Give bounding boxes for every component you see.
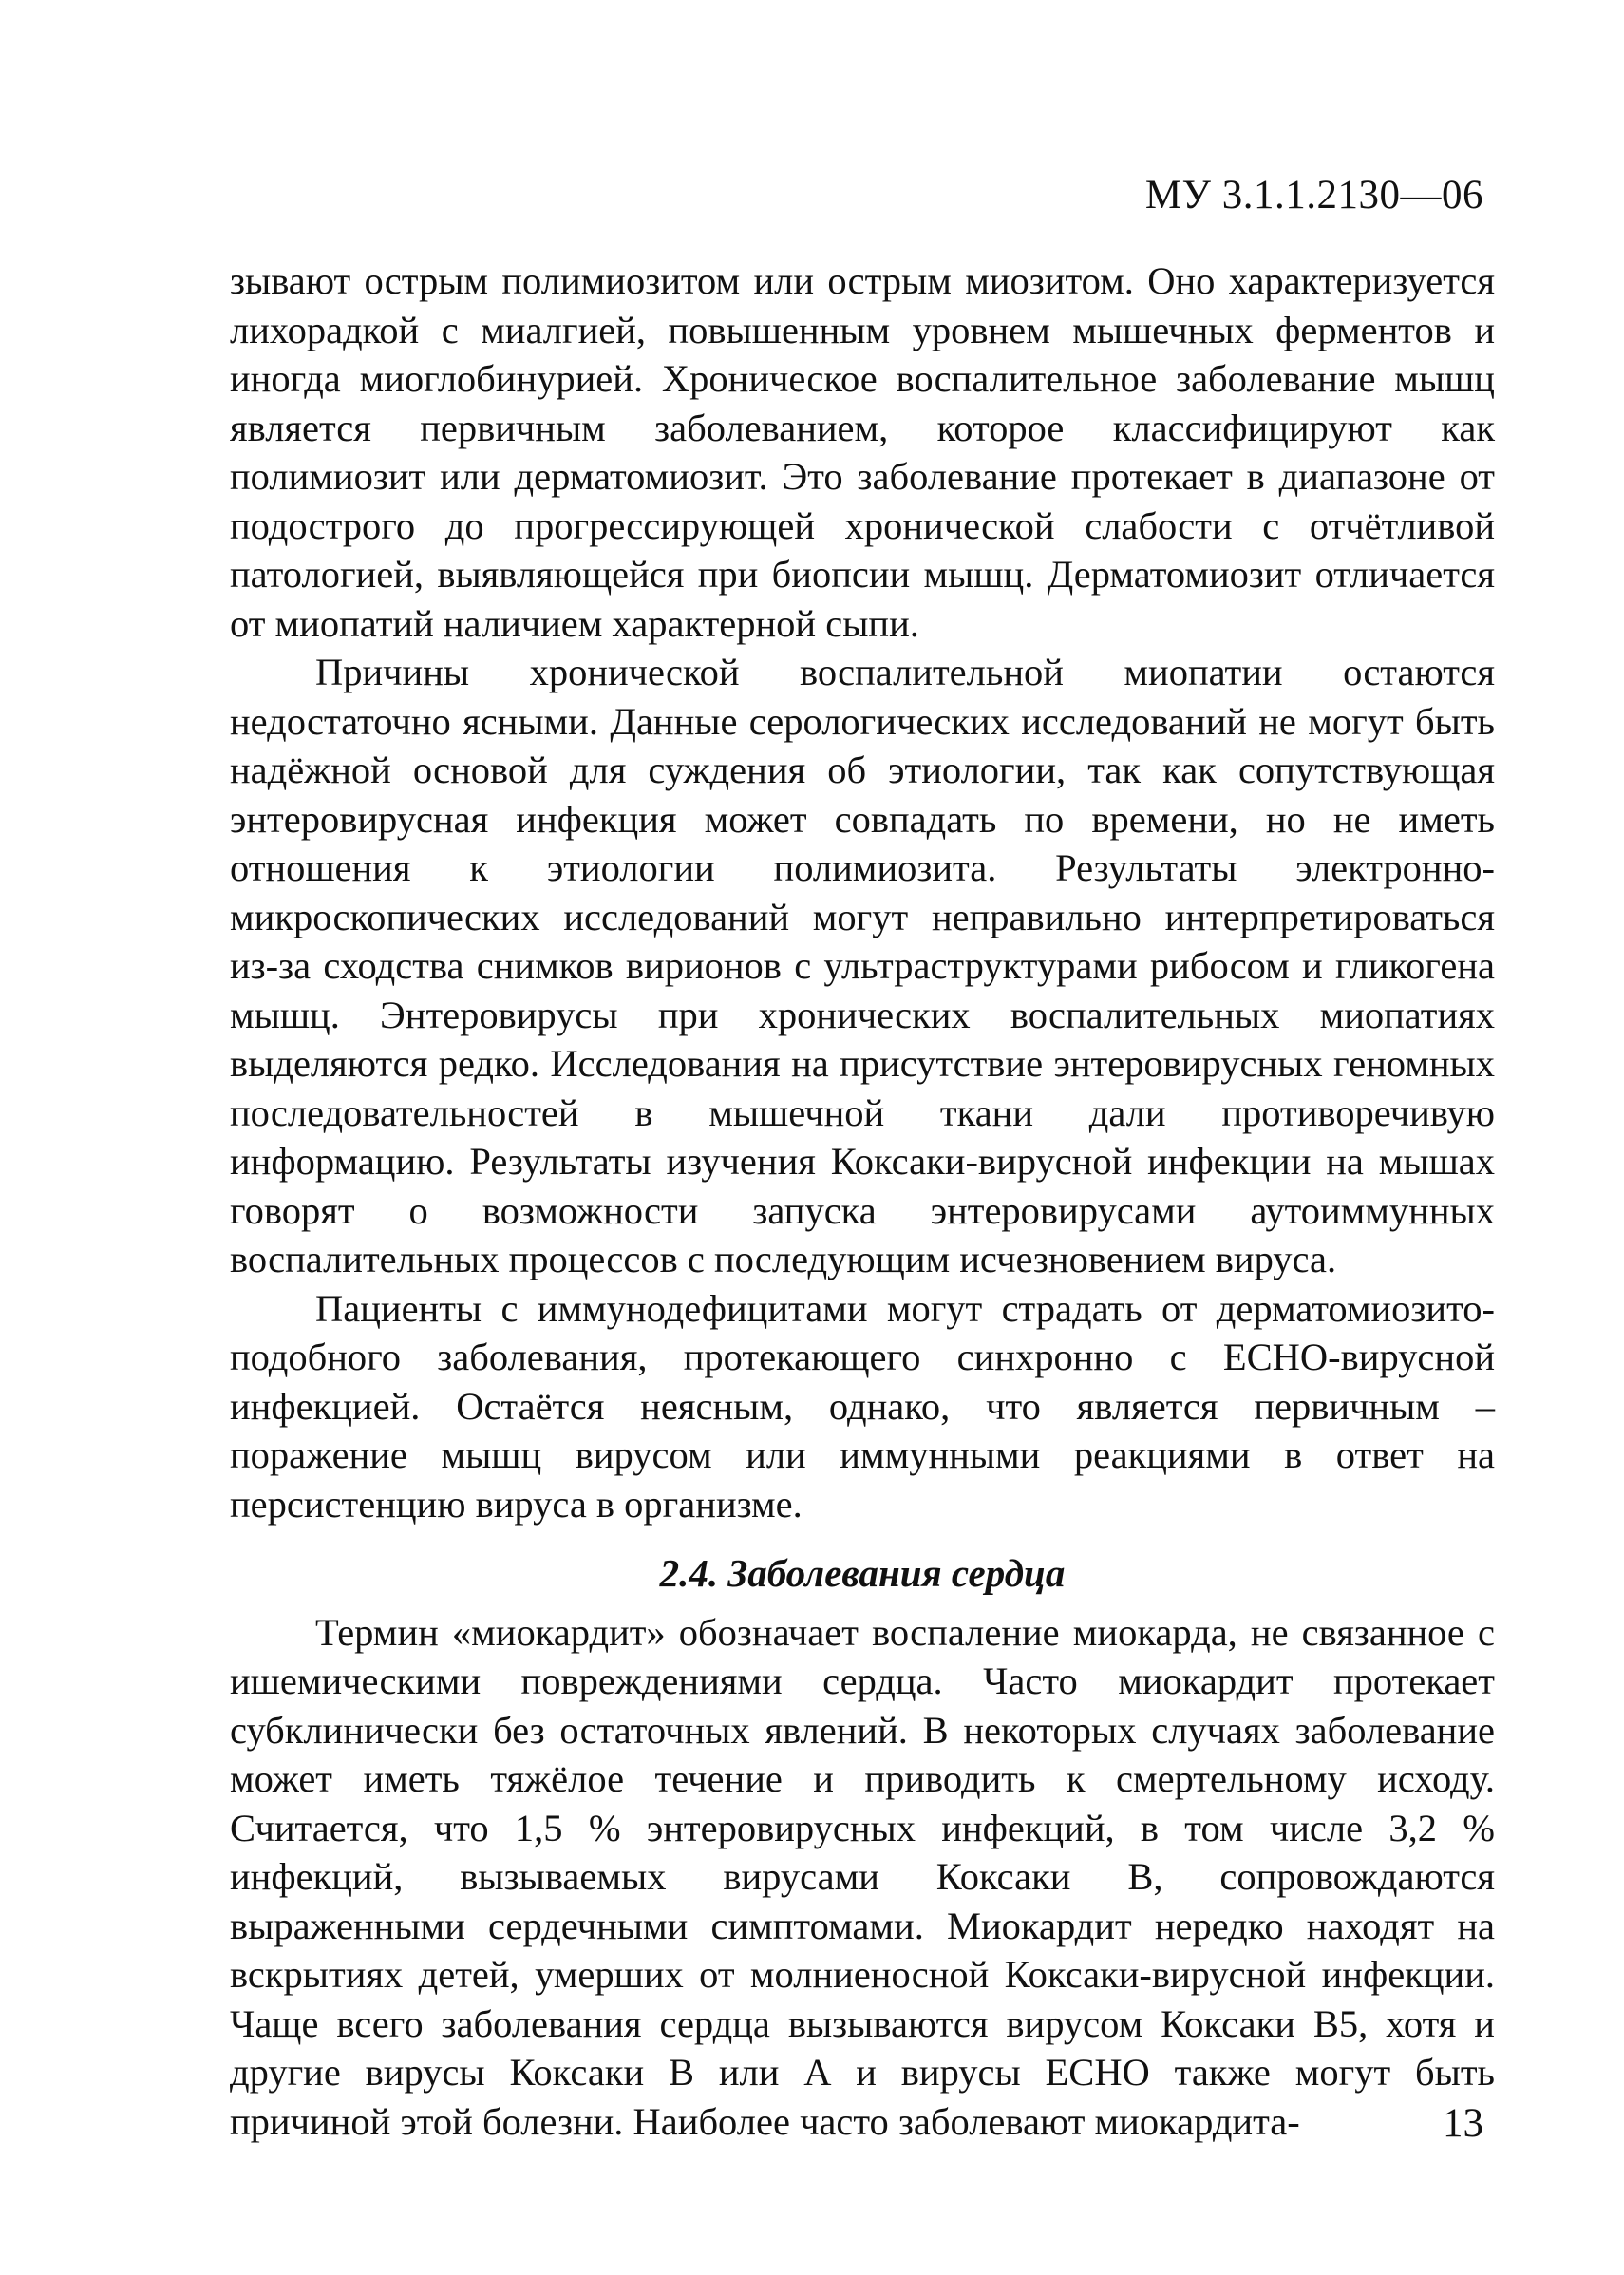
paragraph-myositis-continuation: зывают острым полимиозитом или острым миозитом. Оно характеризуется лихорадкой с миалгией, повышенным уровнем мышечных ферментов и иногда миоглобинурией. Хроническое воспалительное заболевание мышц является первичным заболеванием, которое классифицируют как полимиозит или дерматомиозит. Это заболевание протекает в диапазоне от подострого до прогрессирующей хронической слабости с отчётливой патологией, выявляющейся при биопсии мышц. Дерматомиозит отличается от миопатий наличием характерной сыпи.	[230, 259, 1495, 645]
body-text	[230, 256, 1495, 2146]
section-heading: 2.4. Заболевания сердца	[659, 1551, 1066, 1595]
paragraph-myocarditis: Термин «миокардит» обозначает воспаление миокарда, не связанное с ишемическими повреждениями сердца. Часто миокардит протекает субклинически без остаточных явлений. В некоторых случаях заболевание может иметь тяжёлое течение и приводить к смертельному исходу. Считается, что 1,5 % энтеровирусных инфекций, в том числе 3,2 % инфекций, вызываемых вирусами Коксаки В, сопровождаются выраженными сердечными симптомами. Миокардит нередко находят на вскрытиях детей, умерших от молниеносной Коксаки-вирусной инфекции. Чаще всего заболевания сердца вызываются вирусом Коксаки В5, хотя и другие вирусы Коксаки В или А и вирусы ЕСНО также могут быть причиной этой болезни. Наиболее часто заболевают миокардита-	[230, 1610, 1495, 2143]
paragraph-myopathy-causes: Причины хронической воспалительной миопатии остаются недостаточно ясными. Данные серологических исследований не могут быть надёжной основой для суждения об этиологии, так как сопутствующая энтеровирусная инфекция может совпадать по времени, но не иметь отношения к этиологии полимиозита. Результаты электронно-микроскопических исследований могут неправильно интерпретироваться из-за сходства снимков вирионов с ультраструктурами рибосом и гликогена мышц. Энтеровирусы при хронических воспалительных миопатиях выделяются редко. Исследования на присутствие энтеровирусных геномных последовательностей в мышечной ткани дали противоречивую информацию. Результаты изучения Коксаки-вирусной инфекции на мышах говорят о возможности запуска энтеровирусами аутоиммунных воспалительных процессов с последующим исчезновением вируса.	[230, 651, 1495, 1280]
paragraph-immunodeficiency: Пациенты с иммунодефицитами могут страдать от дерматомиозито-подобного заболевания, протекающего синхронно с ЕСНО-вирусной инфекцией. Остаётся неясным, однако, что является первичным – поражение мышц вирусом или иммунными реакциями в ответ на персистенцию вируса в организме.	[230, 1286, 1495, 1526]
page-number: 13	[1443, 2101, 1483, 2146]
document-code: МУ 3.1.1.2130—06	[1144, 173, 1483, 218]
